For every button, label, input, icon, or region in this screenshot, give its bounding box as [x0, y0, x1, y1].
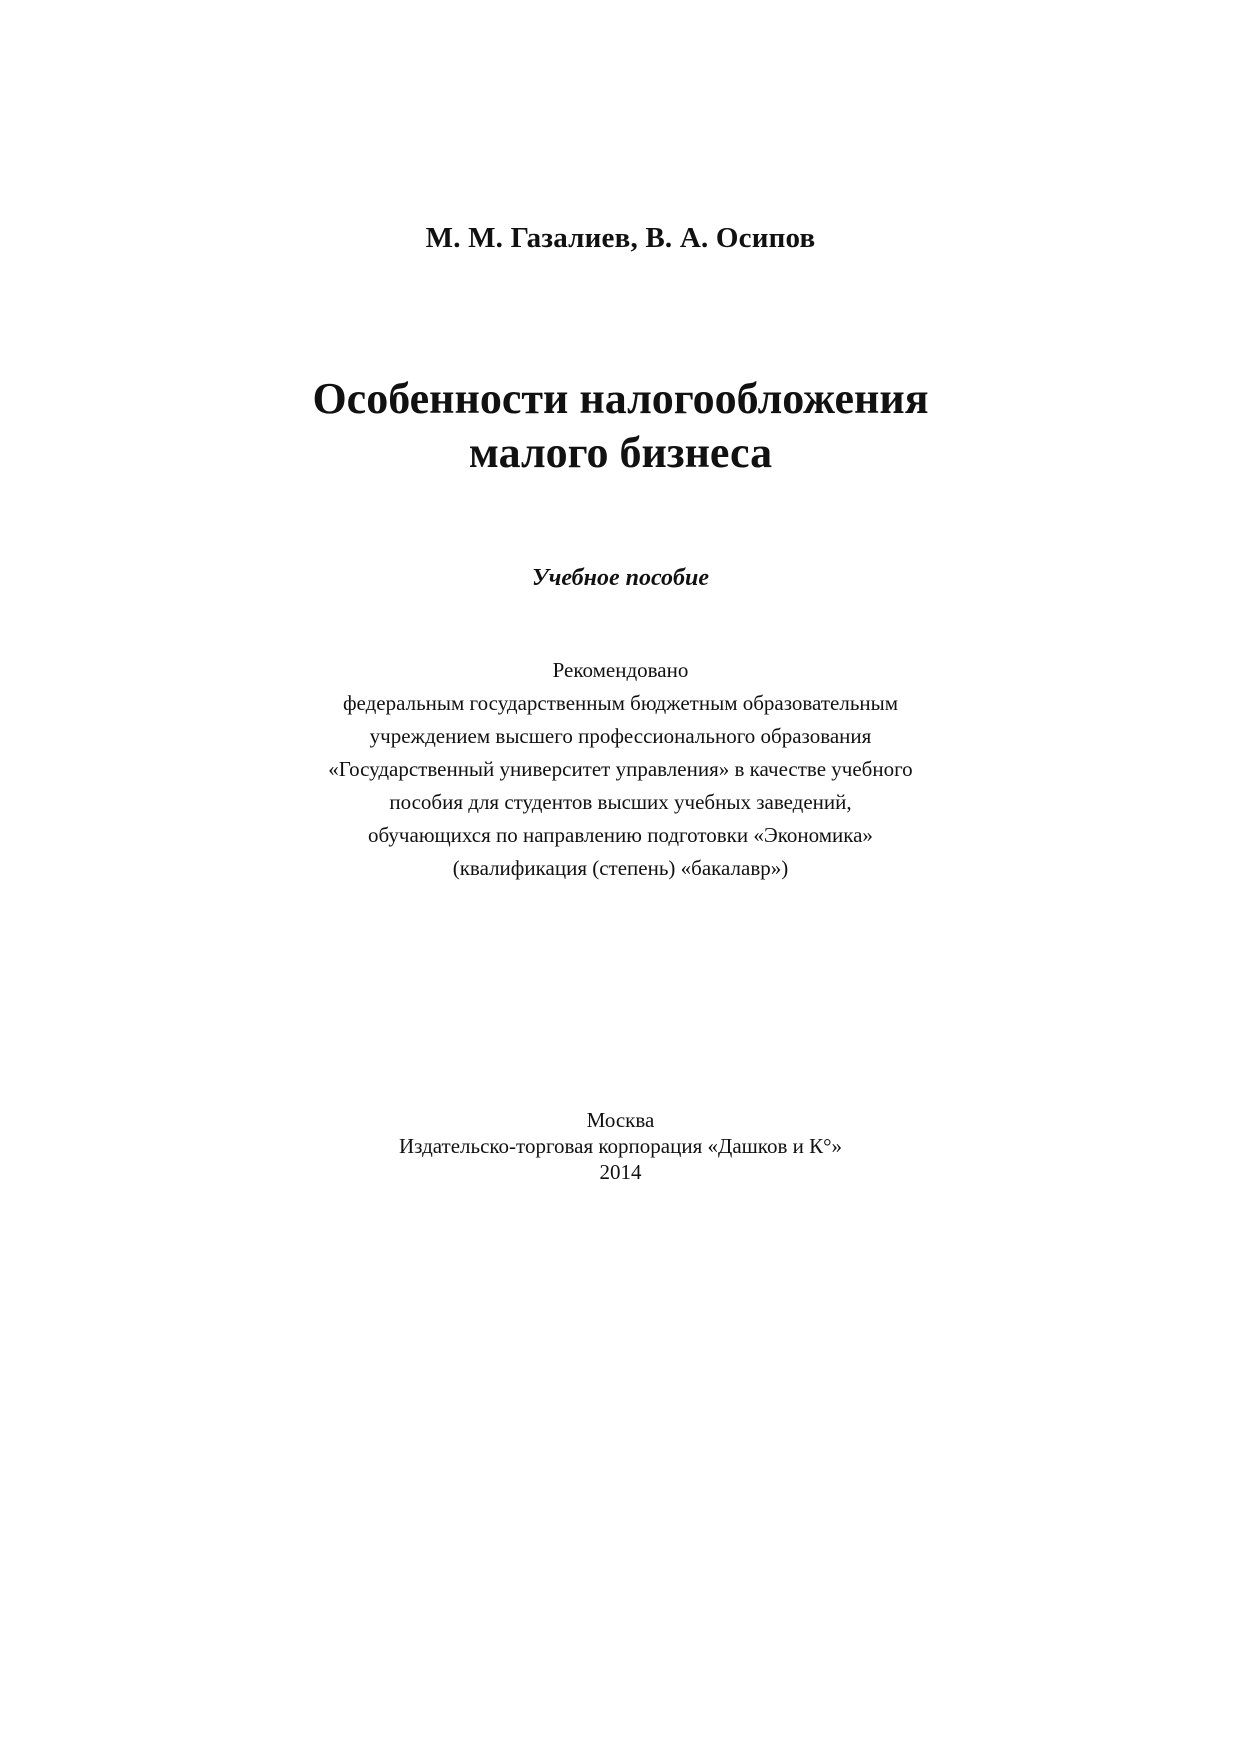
authors: М. М. Газалиев, В. А. Осипов	[425, 222, 816, 254]
recommendation-line: «Государственный университет управления» в качестве учебного	[328, 757, 913, 781]
imprint-city: Москва	[586, 1108, 655, 1132]
imprint-block	[0, 1107, 1241, 1185]
imprint-year: 2014	[599, 1160, 642, 1184]
recommendation-line: учреждением высшего профессионального образования	[369, 724, 872, 748]
recommendation-line: Рекомендовано	[552, 658, 689, 682]
book-subtitle: Учебное пособие	[532, 565, 709, 591]
recommendation-block	[0, 654, 1241, 885]
imprint-publisher: Издательско-торговая корпорация «Дашков и К°»	[399, 1134, 842, 1158]
recommendation-line: обучающихся по направлению подготовки «Экономика»	[368, 823, 873, 847]
recommendation-line: (квалификация (степень) «бакалавр»)	[452, 856, 789, 880]
recommendation-line: федеральным государственным бюджетным образовательным	[342, 691, 899, 715]
book-title-line-2: малого бизнеса	[468, 428, 773, 477]
recommendation-line: пособия для студентов высших учебных заведений,	[389, 790, 852, 814]
book-title-line-1: Особенности налогообложения	[312, 374, 929, 423]
book-title	[0, 372, 1241, 480]
